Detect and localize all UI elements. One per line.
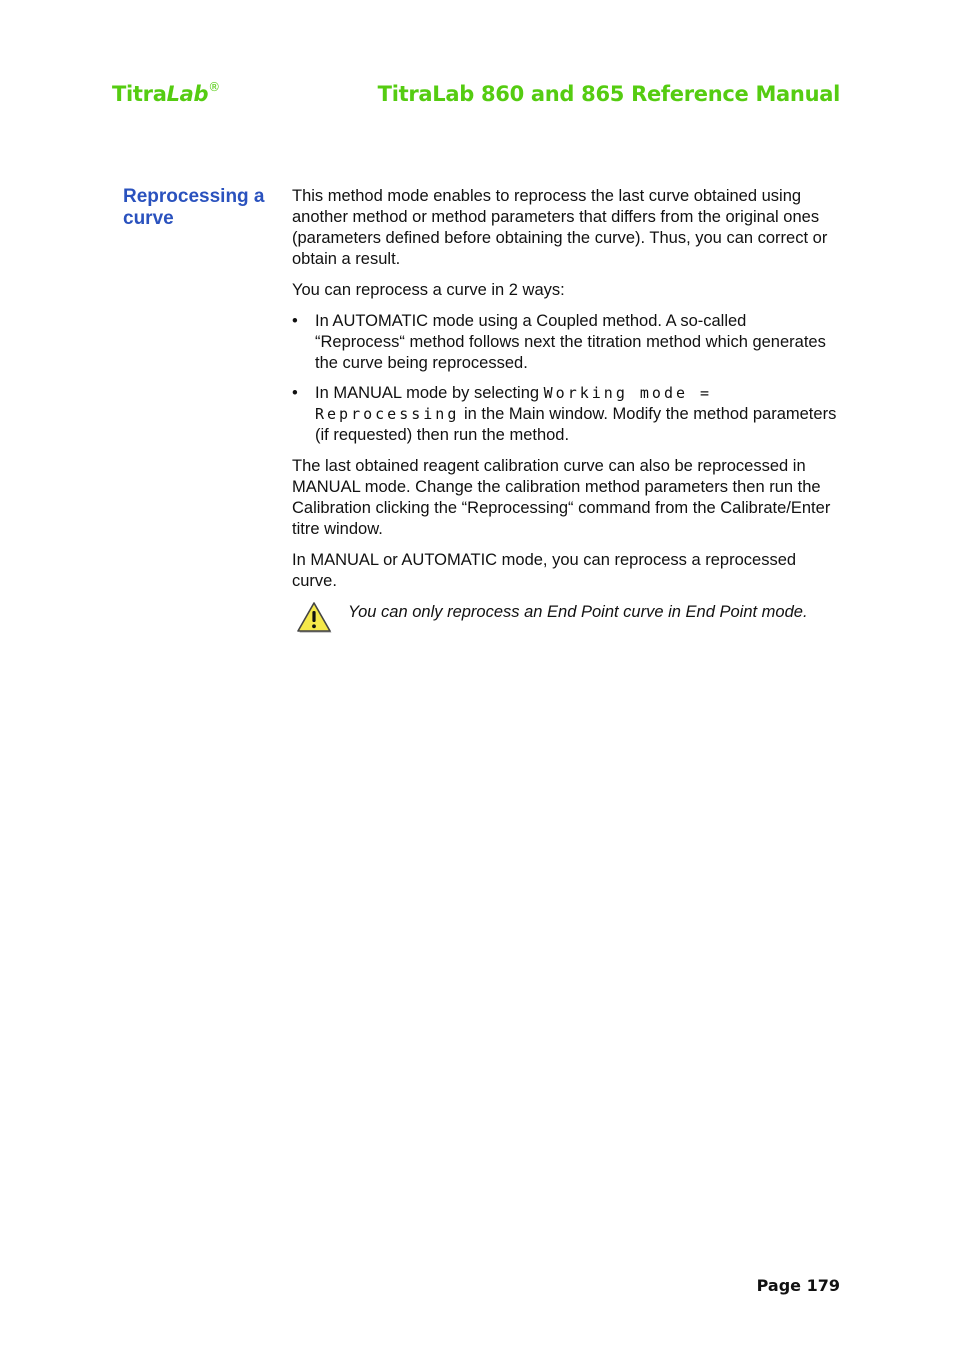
page-number: Page 179 (756, 1276, 840, 1295)
bullet-marker: • (292, 312, 298, 330)
list-item (292, 311, 838, 374)
intro-paragraph: This method mode enables to reprocess the last curve obtained using another method or method parameters that differs from the original ones (parameters defined before obtaining the curve). Thus, you can correct or obtain a result. (292, 187, 828, 268)
brand-logo (112, 82, 220, 106)
brand-titra: Titra (112, 82, 167, 106)
ways-list (292, 311, 838, 446)
section-body (292, 186, 838, 623)
bullet-marker: • (292, 384, 298, 402)
reprocess-again-paragraph: In MANUAL or AUTOMATIC mode, you can reprocess a reprocessed curve. (292, 551, 797, 590)
brand-lab: Lab (166, 82, 209, 106)
manual-title: TitraLab 860 and 865 Reference Manual (377, 82, 840, 106)
warning-triangle-icon (296, 600, 332, 634)
warning-note (292, 602, 838, 623)
brand-registered-mark: ® (208, 80, 220, 94)
list-item (292, 383, 838, 446)
calibration-paragraph: The last obtained reagent calibration curve can also be reprocessed in MANUAL mode. Change the calibration method parameters then run the Calibration clicking the “Reprocessing“ command from the Calibrate/Enter titre window. (292, 457, 831, 538)
warning-note-text: You can only reprocess an End Point curve in End Point mode. (348, 603, 808, 621)
bullet-text-post: in the Main window. Modify the method parameters (if requested) then run the method. (315, 405, 837, 444)
ways-lead-paragraph: You can reprocess a curve in 2 ways: (292, 281, 565, 299)
bullet-text: In AUTOMATIC mode using a Coupled method. A so-called “Reprocess“ method follows next the titration method which generates the curve being reprocessed. (315, 312, 826, 372)
section-heading: Reprocessing a curve (123, 186, 265, 229)
bullet-text-pre: In MANUAL mode by selecting (315, 384, 544, 402)
working-mode-code: Working mode = Reprocessing (315, 384, 713, 423)
